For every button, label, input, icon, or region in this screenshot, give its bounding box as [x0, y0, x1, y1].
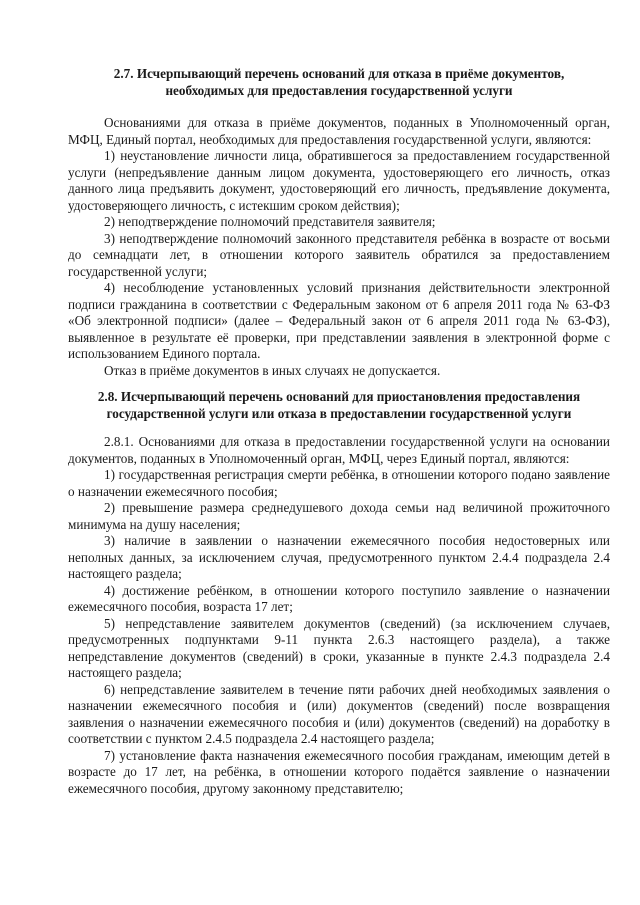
- document-page: [68, 58, 610, 797]
- section-2-7-closing: Отказ в приёме документов в иных случаях не допускается.: [104, 362, 441, 378]
- section-2-7-item-3: 3) неподтверждение полномочий законного представителя ребёнка в возрасте от восьми до семнадцати лет, в отношении которого заявитель обратился за предоставлением государственной услуги;: [68, 230, 610, 279]
- section-2-8-item-6: 6) непредставление заявителем в течение пяти рабочих дней необходимых заявления о назначении ежемесячного пособия и (или) документов (сведений) после возвращения заявления о назначении ежемесячного пособия и (или) документов (сведений) на доработку в соответствии с пунктом 2.4.5 подраздела 2.4 настоящего раздела;: [68, 681, 610, 746]
- section-2-7-title-line2: необходимых для предоставления государственной услуги: [165, 82, 513, 98]
- section-2-8-title-line1: 2.8. Исчерпывающий перечень оснований для приостановления предоставления: [97, 389, 581, 404]
- section-2-8-item-2: 2) превышение размера среднедушевого дохода семьи над величиной прожиточного минимума на душу населения;: [68, 500, 610, 532]
- section-2-7-title: [68, 66, 610, 99]
- section-2-8-item-4: 4) достижение ребёнком, в отношении которого поступило заявление о назначении ежемесячного пособия, возраста 17 лет;: [68, 582, 610, 614]
- section-2-7-title-line1: 2.7. Исчерпывающий перечень оснований для отказа в приёме документов,: [113, 66, 565, 81]
- section-2-8-title-line2: государственной услуги или отказа в предоставлении государственной услуги: [106, 405, 572, 421]
- section-2-8-item-5: 5) непредставление заявителем документов (сведений) (за исключением случаев, предусмотренных подпунктами 9-11 пункта 2.6.3 настоящего раздела), а также непредставление документов (сведений) в сроки, указанные в пункте 2.4.3 подраздела 2.4 настоящего раздела;: [68, 615, 610, 680]
- section-2-7-item-1: 1) неустановление личности лица, обратившегося за предоставлением государственной услуги (непредъявление данным лицом документа, удостоверяющего его личность, отказ данного лица предъявить документ, удостоверяющий его личность, предъявление документа, удостоверяющего личность, с истекшим сроком действия);: [68, 148, 610, 213]
- section-2-7-item-2: 2) неподтверждение полномочий представителя заявителя;: [104, 214, 436, 229]
- section-2-8-item-3: 3) наличие в заявлении о назначении ежемесячного пособия недостоверных или неполных данных, за исключением случая, предусмотренного пунктом 2.4.4 подраздела 2.4 настоящего раздела;: [68, 533, 610, 581]
- section-2-8-1-intro: 2.8.1. Основаниями для отказа в предоставлении государственной услуги на основании документов, поданных в Уполномоченный орган, МФЦ, через Единый портал, являются:: [68, 434, 610, 466]
- section-2-8-item-7: 7) установление факта назначения ежемесячного пособия гражданам, имеющим детей в возрасте до 17 лет, на ребёнка, в отношении которого подаётся заявление о назначении ежемесячного пособия, другому законному представителю;: [68, 747, 610, 796]
- section-2-7-item-4: 4) несоблюдение установленных условий признания действительности электронной подписи гражданина в соответствии с Федеральным законом от 6 апреля 2011 года № 63-ФЗ «Об электронной подписи» (далее – Федеральный закон от 6 апреля 2011 года № 63-ФЗ), выявленное в результате её проверки, при представлении заявления в электронной форме с использованием Единого портала.: [68, 280, 610, 361]
- section-2-7-intro: Основаниями для отказа в приёме документов, поданных в Уполномоченный орган, МФЦ, Единый портал, необходимых для предоставления государственной услуги, являются:: [68, 115, 610, 147]
- section-2-8-item-1: 1) государственная регистрация смерти ребёнка, в отношении которого подано заявление о назначении ежемесячного пособия;: [68, 467, 610, 499]
- section-2-8-title: [68, 389, 610, 422]
